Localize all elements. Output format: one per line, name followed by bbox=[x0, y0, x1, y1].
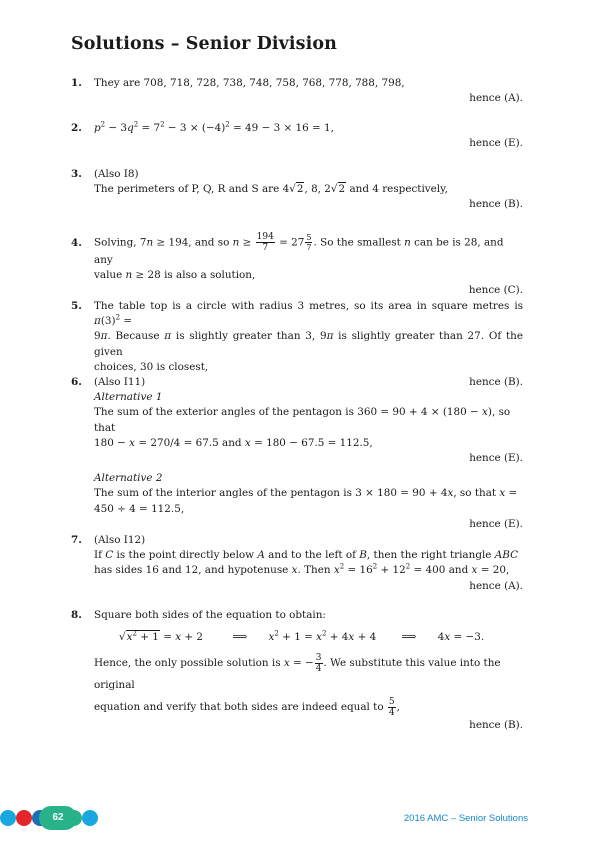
solution-1 bbox=[71, 76, 523, 106]
footer-label: 2016 AMC – Senior Solutions bbox=[403, 813, 528, 824]
solution-text: The sum of the interior angles of the pentagon is 3 × 180 = 90 + 4x, so that x = 450 ÷ 4 = 112.5, bbox=[94, 487, 518, 515]
solution-3 bbox=[71, 167, 523, 213]
solution-number: 4. bbox=[71, 237, 82, 249]
footer-dot bbox=[0, 810, 16, 826]
solution-number: 8. bbox=[71, 609, 82, 621]
also-reference: (Also I12) bbox=[94, 534, 146, 546]
answer: hence (E). bbox=[469, 517, 523, 530]
solution-number: 3. bbox=[71, 168, 82, 180]
footer-dot bbox=[16, 810, 32, 826]
solution-number: 6. bbox=[71, 376, 82, 388]
solution-text: $p^2 - 3q^2 = 7^2 - 3 \times (-4)^2 = 49 - 3 \times 16 = 1$, bbox=[94, 120, 334, 134]
solution-text: Square both sides of the equation to obtain: bbox=[94, 609, 326, 621]
also-reference: (Also I8) bbox=[94, 168, 139, 180]
page-title: Solutions – Senior Division bbox=[71, 34, 337, 54]
solution-7 bbox=[71, 533, 523, 594]
solution-2 bbox=[71, 121, 523, 151]
solution-8 bbox=[71, 608, 523, 734]
solution-text: Solving, 7n ≥ 194, and so n ≥ $\frac{194}{7}$ = 27 $\frac{5}{7}$ . So the smallest n can be is 28, and any value n ≥ 28 is also a solution, bbox=[94, 232, 504, 282]
page-number-badge: 62 bbox=[39, 806, 77, 830]
answer: hence (B). bbox=[469, 198, 523, 211]
answer: hence (B). bbox=[469, 376, 523, 389]
solution-number: 2. bbox=[71, 122, 82, 134]
solution-number: 5. bbox=[71, 300, 82, 312]
alternative-heading: Alternative 1 bbox=[94, 391, 163, 404]
solution-text: If C is the point directly below A and to the left of B, then the right triangle ABC has sides 16 and 12, and hypotenuse x. Then $x^2 = 16^2 + 12^2 = 400$ and x = 20, bbox=[94, 549, 519, 577]
footer-dot bbox=[82, 810, 98, 826]
answer: hence (E). bbox=[469, 452, 523, 465]
solution-text: Hence, the only possible solution is x = − $\frac{3}{4}$ . We substitute this value into the original equation and verify that both sides are indeed equal to $\frac{5}{4}$ , bbox=[94, 652, 501, 718]
display-equation: $√x^2 + 1 = x + 2$ ⟹ $x^2 + 1 = x^2 + 4x + 4$ ⟹ 4x = −3. bbox=[119, 629, 485, 644]
answer: hence (A). bbox=[469, 579, 523, 592]
answer: hence (E). bbox=[469, 137, 523, 150]
also-reference: (Also I11) bbox=[94, 376, 146, 388]
solution-text: The sum of the exterior angles of the pentagon is 360 = 90 + 4 × (180 − x), so that 180 − x = 270/4 = 67.5 and x = 180 − 67.5 = 112.5, bbox=[94, 406, 511, 449]
solution-text: The table top is a circle with radius 3 metres, so its area in square metres is $\pi(3)^2$ = 9π. Because π is slightly greater than 3, 9π is slightly greater than 27. Of the given choices, 30 is closest, bbox=[94, 300, 523, 373]
solution-6 bbox=[71, 375, 523, 532]
solution-text: The perimeters of P, Q, R and S are 4√2, 8, 2√2 and 4 respectively, bbox=[94, 183, 448, 196]
answer: hence (A). bbox=[469, 92, 523, 105]
solution-number: 1. bbox=[71, 77, 82, 89]
answer: hence (C). bbox=[468, 284, 523, 297]
solution-number: 7. bbox=[71, 534, 82, 546]
solution-4 bbox=[71, 232, 523, 299]
answer: hence (B). bbox=[469, 719, 523, 732]
solution-text: They are 708, 718, 728, 738, 748, 758, 768, 778, 788, 798, bbox=[94, 77, 405, 89]
alternative-heading: Alternative 2 bbox=[94, 472, 163, 485]
